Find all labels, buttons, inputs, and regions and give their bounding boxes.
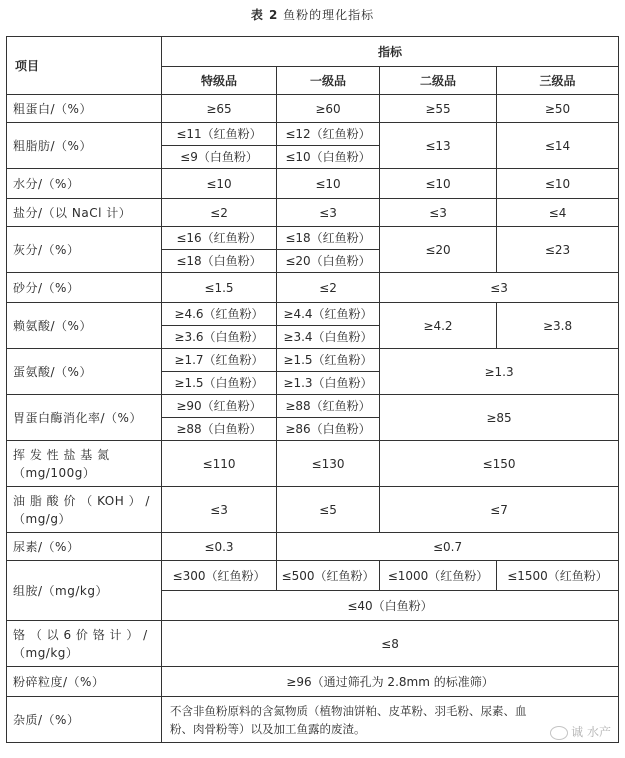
watermark-text: 诚 水产 [571,725,611,739]
row-label-line: （mg/g） [13,511,71,526]
table-row [7,169,619,199]
cell: ≥88（白鱼粉） [162,418,277,441]
cell: ≤13 [380,123,497,169]
cell: ≤1.5 [162,273,277,303]
cell: ≥85 [380,395,619,441]
cell: ≥3.6（白鱼粉） [162,326,277,349]
row-label: 盐分/（以 NaCl 计） [7,199,162,227]
cell-line: 粉、肉骨粉等）以及加工鱼露的废渣。 [170,721,366,736]
table-row [7,303,619,326]
row-label-line: 铬 （ 以 6 价 铬 计 ） / [13,627,148,642]
cell: ≤8 [162,621,619,667]
cell-line: 不含非鱼粉原料的含氮物质（植物油饼粕、皮革粉、羽毛粉、尿素、血 [170,703,527,718]
cell: ≤10 [162,169,277,199]
cell: ≥1.5（白鱼粉） [162,372,277,395]
cell: ≤20（白鱼粉） [277,250,380,273]
cell: ≥4.2 [380,303,497,349]
cell: ≤5 [277,487,380,533]
table-row [7,487,619,533]
cell: ≤2 [277,273,380,303]
row-label-line: 油 脂 酸 价 （ KOH ） / [13,493,150,508]
cell: ≥1.3（白鱼粉） [277,372,380,395]
cell: ≤10（白鱼粉） [277,146,380,169]
cell: ≥88（红鱼粉） [277,395,380,418]
cell: ≤14 [497,123,619,169]
header-item: 项目 [7,37,162,95]
cell: ≤3 [380,199,497,227]
cell: ≤10 [380,169,497,199]
cell: ≤3 [277,199,380,227]
cell: ≥1.7（红鱼粉） [162,349,277,372]
cell: ≥4.4（红鱼粉） [277,303,380,326]
row-label: 水分/（%） [7,169,162,199]
cell: ≤130 [277,441,380,487]
table-row [7,561,619,591]
cell: ≤0.3 [162,533,277,561]
header-indicator: 指标 [162,37,619,67]
cell: ≥1.5（红鱼粉） [277,349,380,372]
row-label: 粗蛋白/（%） [7,95,162,123]
cell: ≤0.7 [277,533,619,561]
row-label [7,441,162,487]
row-label: 尿素/（%） [7,533,162,561]
row-label: 砂分/（%） [7,273,162,303]
fishmeal-spec-table [6,36,619,743]
cell: ≥55 [380,95,497,123]
cell: ≤40（白鱼粉） [162,591,619,621]
cell: ≤7 [380,487,619,533]
header-grade-special: 特级品 [162,67,277,95]
caption-label: 表 2 [250,8,279,22]
table-row [7,199,619,227]
cell: ≤23 [497,227,619,273]
watermark [550,723,611,740]
cell: ≤4 [497,199,619,227]
cell: ≥96（通过筛孔为 2.8mm 的标准筛） [162,667,619,697]
cell: ≥86（白鱼粉） [277,418,380,441]
row-label [7,621,162,667]
row-label: 赖氨酸/（%） [7,303,162,349]
table-row [7,441,619,487]
cell: ≤110 [162,441,277,487]
cell: ≤3 [380,273,619,303]
row-label: 灰分/（%） [7,227,162,273]
cell: ≤9（白鱼粉） [162,146,277,169]
row-label: 胃蛋白酶消化率/（%） [7,395,162,441]
header-grade-second: 二级品 [380,67,497,95]
cell: ≤2 [162,199,277,227]
cell: ≥3.8 [497,303,619,349]
cell: ≤1500（红鱼粉） [497,561,619,591]
header-grade-first: 一级品 [277,67,380,95]
row-label-line: 挥 发 性 盐 基 氮 [13,447,110,462]
row-label: 组胺/（mg/kg） [7,561,162,621]
row-label-line: （mg/100g） [13,465,96,480]
cell: ≤3 [162,487,277,533]
cell: ≥90（红鱼粉） [162,395,277,418]
cell: ≥4.6（红鱼粉） [162,303,277,326]
table-row [7,95,619,123]
cell: ≤300（红鱼粉） [162,561,277,591]
table-row [7,667,619,697]
row-label-line: （mg/kg） [13,645,79,660]
cell: ≤11（红鱼粉） [162,123,277,146]
cell: ≥50 [497,95,619,123]
cell: ≥3.4（白鱼粉） [277,326,380,349]
row-label: 粉碎粒度/（%） [7,667,162,697]
cell: ≤18（白鱼粉） [162,250,277,273]
table-row [7,395,619,418]
table-caption [0,6,625,23]
cell: ≤150 [380,441,619,487]
cell: ≤1000（红鱼粉） [380,561,497,591]
table-row [7,349,619,372]
cell: ≥65 [162,95,277,123]
table-row [7,227,619,250]
cell: ≤10 [497,169,619,199]
caption-title: 鱼粉的理化指标 [283,8,375,22]
cell: ≤18（红鱼粉） [277,227,380,250]
row-label: 粗脂肪/（%） [7,123,162,169]
table-row [7,273,619,303]
row-label: 蛋氨酸/（%） [7,349,162,395]
cell: ≤16（红鱼粉） [162,227,277,250]
cell: ≤500（红鱼粉） [277,561,380,591]
cell: ≤10 [277,169,380,199]
table-row [7,533,619,561]
cell: ≥60 [277,95,380,123]
table-row [7,621,619,667]
cell: ≤12（红鱼粉） [277,123,380,146]
table-row [7,697,619,743]
row-label [7,487,162,533]
cell: ≤20 [380,227,497,273]
row-label: 杂质/（%） [7,697,162,743]
wechat-icon [550,726,568,740]
table-row [7,123,619,146]
header-grade-third: 三级品 [497,67,619,95]
cell: ≥1.3 [380,349,619,395]
